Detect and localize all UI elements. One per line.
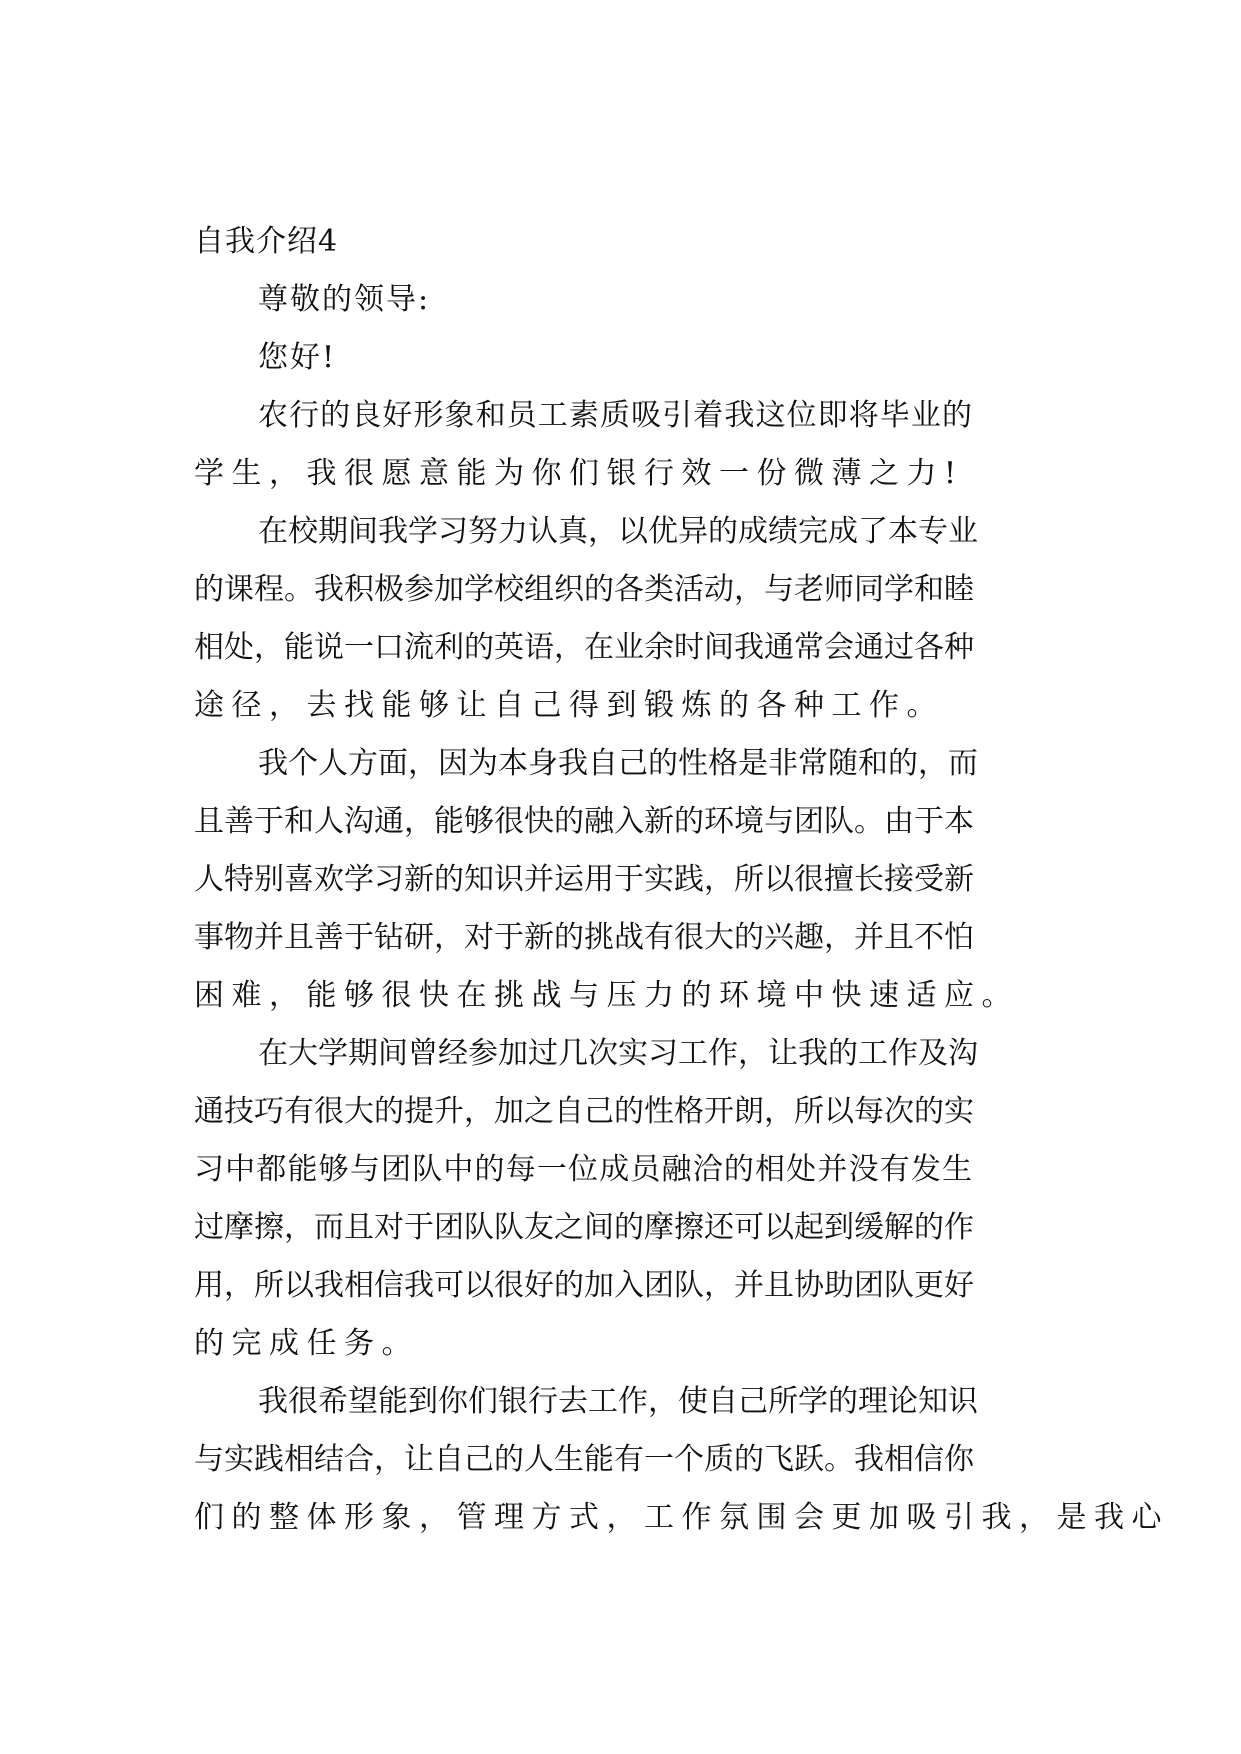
paragraph	[194, 503, 1054, 735]
paragraph-line: 在大学期间曾经参加过几次实习工作，让我的工作及沟	[258, 1036, 978, 1071]
paragraph-line: 用，所以我相信我可以很好的加入团队，并且协助团队更好	[194, 1268, 974, 1303]
paragraph-line: 我很希望能到你们银行去工作，使自己所学的理论知识	[258, 1384, 978, 1419]
paragraph-line: 在校期间我学习努力认真，以优异的成绩完成了本专业	[258, 514, 978, 549]
salutation-text: 尊敬的领导:	[258, 282, 431, 317]
paragraph	[194, 387, 1054, 503]
paragraph-line: 困难，能够很快在挑战与压力的环境中快速适应。	[194, 978, 1019, 1013]
paragraph-line: 途径，去找能够让自己得到锻炼的各种工作。	[194, 688, 944, 723]
paragraphs	[194, 387, 1169, 1547]
paragraph-line: 且善于和人沟通，能够很快的融入新的环境与团队。由于本	[194, 804, 974, 839]
document-heading: 自我介绍4	[194, 224, 339, 259]
paragraph-line: 们的整体形象，管理方式，工作氛围会更加吸引我，是我心	[194, 1500, 1169, 1535]
paragraph	[194, 735, 1054, 1025]
paragraph-line: 通技巧有很大的提升，加之自己的性格开朗，所以每次的实	[194, 1094, 974, 1129]
paragraph	[194, 1373, 1169, 1547]
salutation	[194, 271, 1054, 329]
paragraph-line: 过摩擦，而且对于团队队友之间的摩擦还可以起到缓解的作	[194, 1210, 974, 1245]
paragraph-line: 事物并且善于钻研，对于新的挑战有很大的兴趣，并且不怕	[194, 920, 974, 955]
greeting-text: 您好!	[258, 340, 337, 375]
paragraph-line: 习中都能够与团队中的每一位成员融洽的相处并没有发生	[194, 1152, 974, 1187]
greeting	[194, 329, 1054, 387]
paragraph-line: 农行的良好形象和员工素质吸引着我这位即将毕业的	[258, 398, 974, 433]
paragraph-line: 相处，能说一口流利的英语，在业余时间我通常会通过各种	[194, 630, 974, 665]
document-body	[194, 213, 1169, 1547]
paragraph-line: 人特别喜欢学习新的知识并运用于实践，所以很擅长接受新	[194, 862, 974, 897]
paragraph-line: 的完成任务。	[194, 1326, 419, 1361]
paragraph-line: 学生，我很愿意能为你们银行效一份微薄之力!	[194, 456, 964, 491]
paragraph	[194, 1025, 1054, 1373]
paragraph-line: 我个人方面，因为本身我自己的性格是非常随和的，而	[258, 746, 978, 781]
paragraph-line: 的课程。我积极参加学校组织的各类活动，与老师同学和睦	[194, 572, 974, 607]
paragraph-line: 与实践相结合，让自己的人生能有一个质的飞跃。我相信你	[194, 1442, 974, 1477]
